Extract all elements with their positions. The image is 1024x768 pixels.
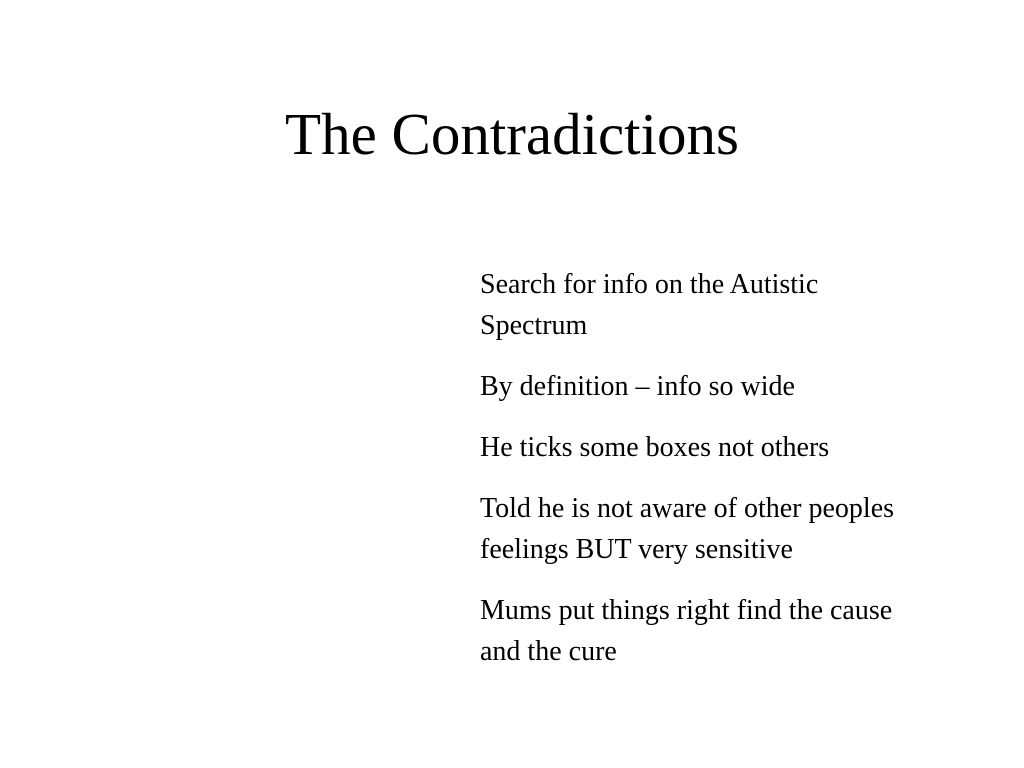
slide-title: The Contradictions: [285, 101, 739, 167]
bullet-item: He ticks some boxes not others: [480, 432, 830, 463]
bullet-list: [480, 264, 920, 692]
bullet-item: By definition – info so wide: [480, 371, 795, 402]
bullet-item: Mums put things right find the cause and the cure: [480, 595, 893, 667]
bullet-item: Told he is not aware of other peoples feelings BUT very sensitive: [480, 493, 895, 565]
bullet-item: Search for info on the Autistic Spectrum: [480, 269, 819, 341]
